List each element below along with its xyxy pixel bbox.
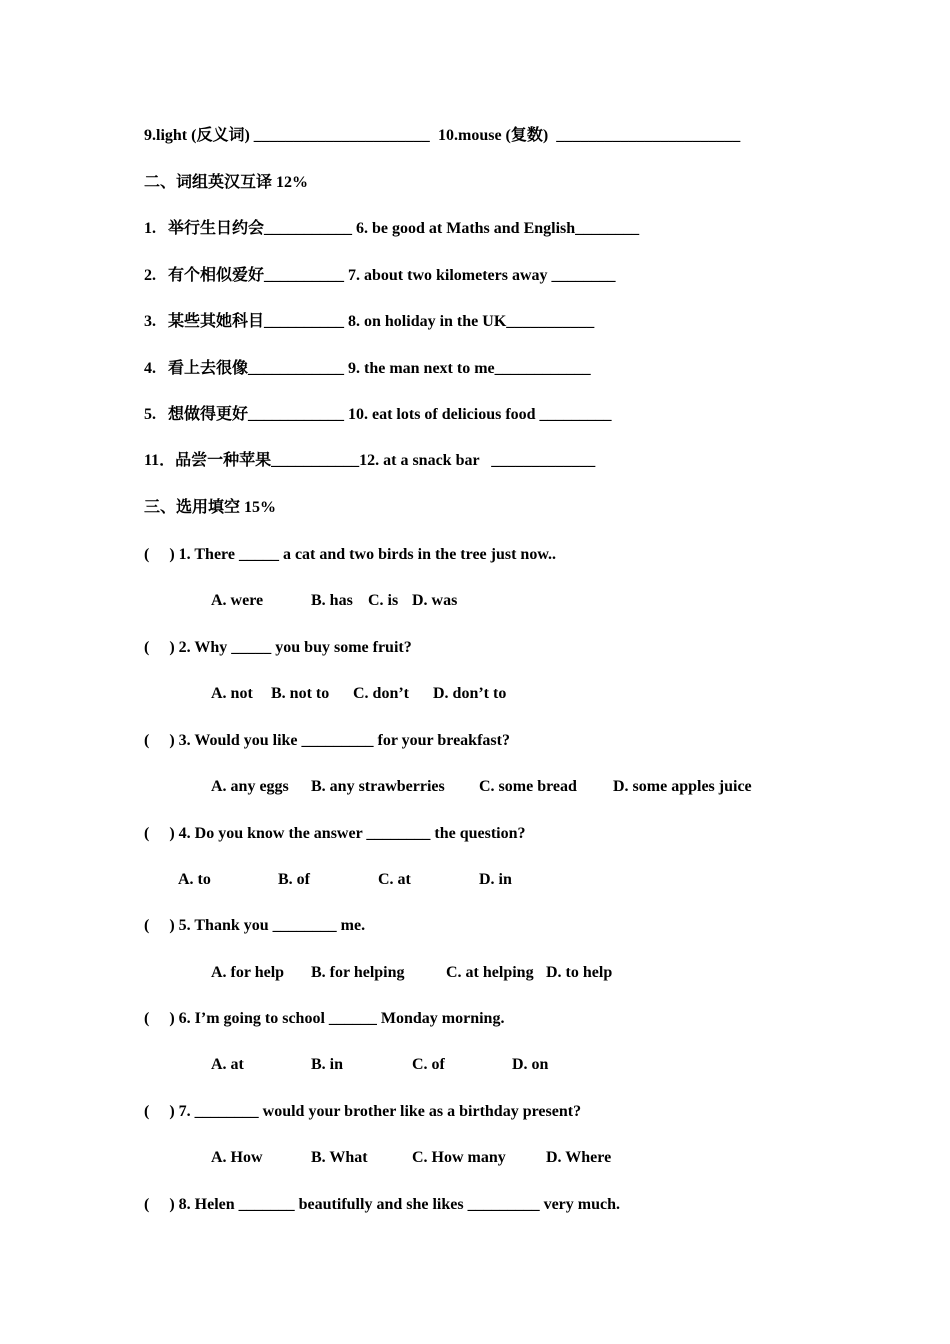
option-b: B. not to [271, 685, 330, 702]
option-a: A. were [211, 592, 264, 609]
option-d: D. Where [546, 1149, 612, 1166]
question-5: ( ) 5. Thank you ________ me. [144, 917, 366, 934]
option-c: C. don’t [353, 685, 410, 702]
phrase-row: 2. 有个相似爱好__________ 7. about two kilometers away ________ [144, 267, 616, 284]
question-6: ( ) 6. I’m going to school ______ Monday morning. [144, 1010, 505, 1027]
question-7: ( ) 7. ________ would your brother like as a birthday present? [144, 1103, 582, 1120]
option-c: C. at helping [446, 964, 534, 981]
question-3: ( ) 3. Would you like _________ for your breakfast? [144, 732, 510, 749]
option-b: B. of [278, 871, 310, 888]
option-c: C. How many [412, 1149, 506, 1166]
phrase-row: 5. 想做得更好____________ 10. eat lots of delicious food _________ [144, 406, 612, 423]
question-4: ( ) 4. Do you know the answer ________ the question? [144, 825, 526, 842]
phrase-row: 11．品尝一种苹果___________12. at a snack bar _____________ [144, 452, 596, 469]
option-b: B. for helping [311, 964, 405, 981]
vocab-item-9: 9.light (反义词) ______________________ [144, 127, 430, 144]
option-a: A. to [178, 871, 211, 888]
option-c: C. at [378, 871, 411, 888]
section-2-heading: 二、词组英汉互译 12% [144, 174, 309, 191]
option-c: C. is [368, 592, 399, 609]
option-a: A. not [211, 685, 253, 702]
question-2: ( ) 2. Why _____ you buy some fruit? [144, 639, 412, 656]
option-d: D. don’t to [433, 685, 507, 702]
option-a: A. How [211, 1149, 263, 1166]
option-b: B. in [311, 1056, 344, 1073]
question-1: ( ) 1. There _____ a cat and two birds in the tree just now.. [144, 546, 556, 563]
option-a: A. for help [211, 964, 285, 981]
option-b: B. any strawberries [311, 778, 445, 795]
question-8: ( ) 8. Helen _______ beautifully and she likes _________ very much. [144, 1196, 621, 1213]
option-b: B. has [311, 592, 353, 609]
option-a: A. at [211, 1056, 244, 1073]
option-c: C. of [412, 1056, 445, 1073]
option-d: D. in [479, 871, 512, 888]
option-a: A. any eggs [211, 778, 289, 795]
option-d: D. was [412, 592, 458, 609]
vocab-item-10: 10.mouse (复数) _______________________ [438, 127, 741, 144]
option-d: D. to help [546, 964, 613, 981]
section-3-heading: 三、选用填空 15% [144, 499, 277, 516]
phrase-row: 4. 看上去很像____________ 9. the man next to me____________ [144, 360, 591, 377]
phrase-row: 1. 举行生日约会___________ 6. be good at Maths and English________ [144, 220, 640, 237]
option-c: C. some bread [479, 778, 577, 795]
option-d: D. on [512, 1056, 549, 1073]
phrase-row: 3. 某些其她科目__________ 8. on holiday in the UK___________ [144, 313, 595, 330]
option-d: D. some apples juice [613, 778, 752, 795]
option-b: B. What [311, 1149, 368, 1166]
